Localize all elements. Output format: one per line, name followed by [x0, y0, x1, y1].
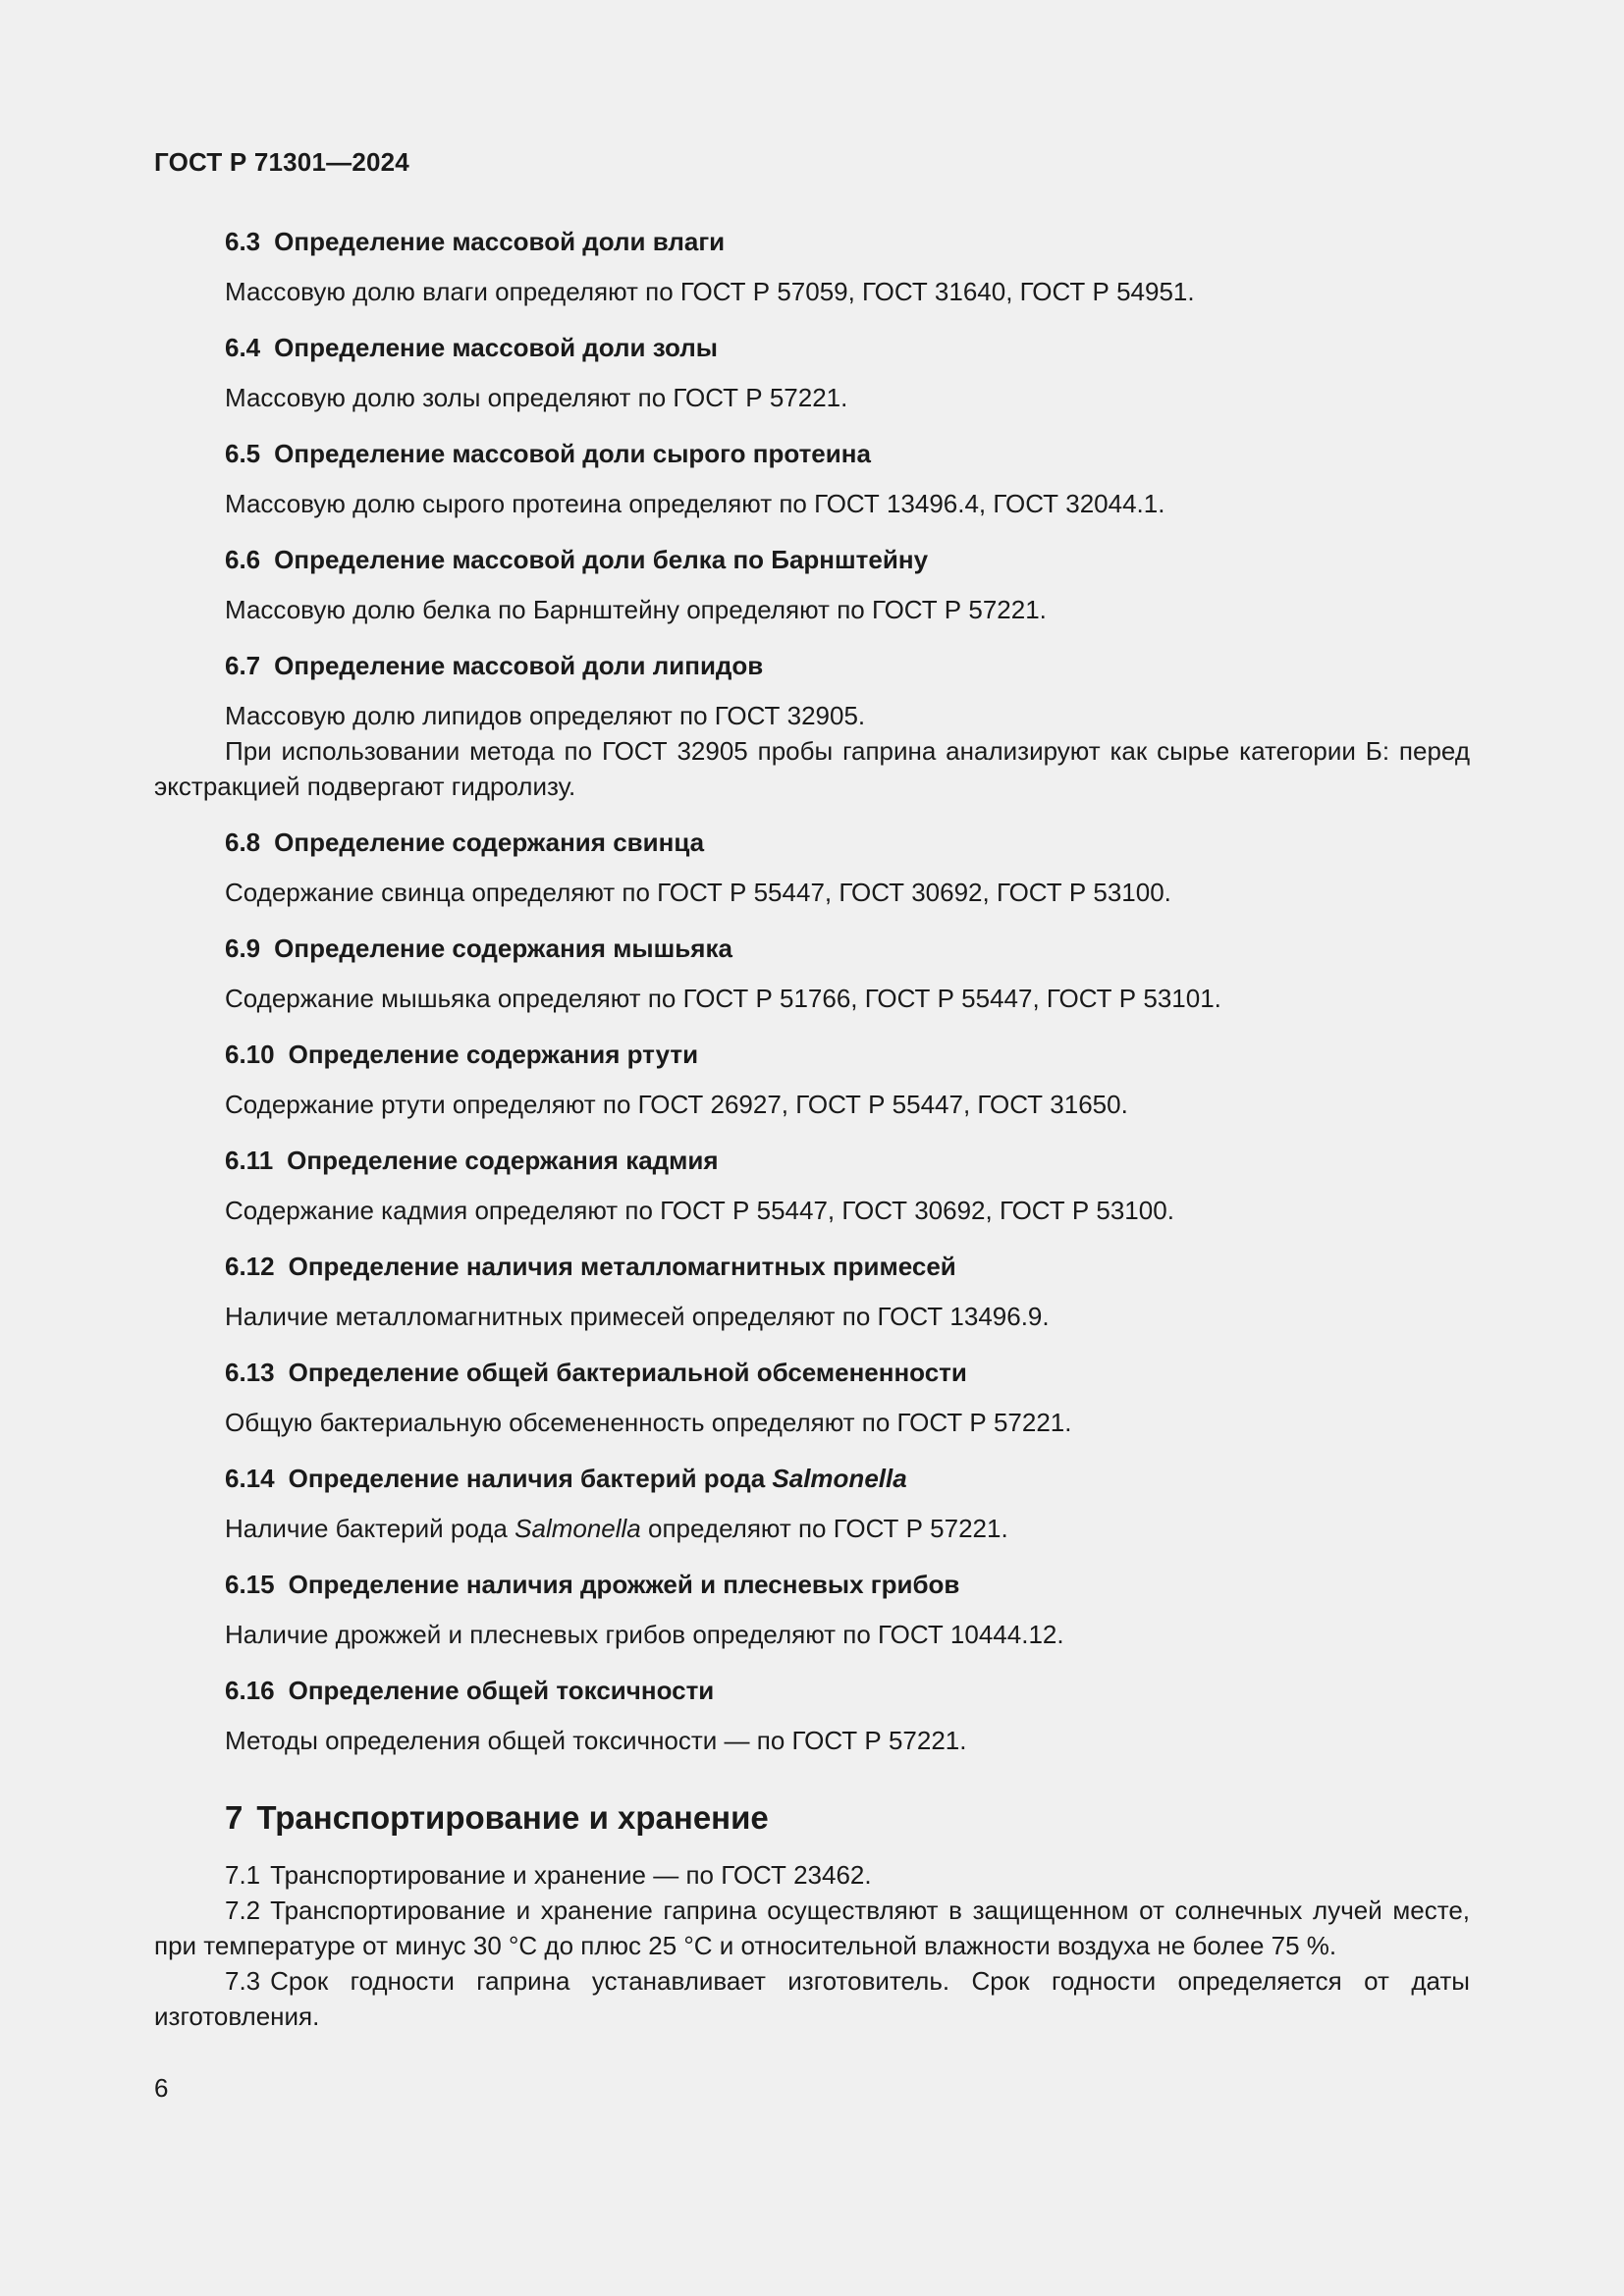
section-title: 7 Транспортирование и хранение: [225, 1799, 769, 1836]
subsection-title: 6.4 Определение массовой доли золы: [225, 333, 718, 362]
subsection-title: 6.8 Определение содержания свинца: [225, 828, 705, 857]
subsection-text: Содержание кадмия определяют по ГОСТ Р 55447, ГОСТ 30692, ГОСТ Р 53100.: [225, 1196, 1174, 1225]
document-header: ГОСТ Р 71301—2024: [154, 147, 409, 177]
document-page: [154, 0, 1470, 2296]
subsection-6-6: [154, 542, 1470, 627]
subsection-text: Содержание ртути определяют по ГОСТ 26927, ГОСТ Р 55447, ГОСТ 31650.: [225, 1090, 1128, 1119]
subsection-title: 6.13 Определение общей бактериальной обсемененности: [225, 1358, 967, 1387]
subsection-6-16: [154, 1673, 1470, 1758]
subsection-6-15: [154, 1567, 1470, 1652]
subsection-title: 6.16 Определение общей токсичности: [225, 1676, 715, 1705]
subsection-text: Содержание мышьяка определяют по ГОСТ Р 51766, ГОСТ Р 55447, ГОСТ Р 53101.: [225, 984, 1221, 1013]
subsection-text: Наличие бактерий рода Salmonella определяют по ГОСТ Р 57221.: [225, 1514, 1008, 1543]
paragraph-7-2: 7.2 Транспортирование и хранение гаприна осуществляют в защищенном от солнечных лучей месте, при температуре от минус 30 °С до плюс 25 °С и относительной влажности воздуха не более 75 %.: [154, 1896, 1470, 1960]
subsection-title: 6.5 Определение массовой доли сырого протеина: [225, 439, 871, 468]
subsection-6-3: [154, 224, 1470, 309]
section-paragraphs: [154, 1857, 1470, 2034]
subsection-6-12: [154, 1249, 1470, 1334]
subsection-6-9: [154, 931, 1470, 1016]
subsection-text: Массовую долю белка по Барнштейну определяют по ГОСТ Р 57221.: [225, 595, 1047, 624]
subsection-title: 6.15 Определение наличия дрожжей и плесневых грибов: [225, 1570, 960, 1599]
subsection-title: 6.9 Определение содержания мышьяка: [225, 934, 732, 963]
subsection-6-8: [154, 825, 1470, 910]
document-content: [154, 224, 1470, 2034]
subsection-6-13: [154, 1355, 1470, 1440]
subsection-text: Массовую долю влаги определяют по ГОСТ Р 57059, ГОСТ 31640, ГОСТ Р 54951.: [225, 277, 1195, 306]
subsection-title: 6.6 Определение массовой доли белка по Барнштейну: [225, 545, 929, 574]
paragraph-7-1: 7.1 Транспортирование и хранение — по ГОСТ 23462.: [225, 1860, 872, 1890]
subsection-6-7: [154, 648, 1470, 804]
subsection-text: Общую бактериальную обсемененность определяют по ГОСТ Р 57221.: [225, 1408, 1072, 1437]
subsection-text: Содержание свинца определяют по ГОСТ Р 55447, ГОСТ 30692, ГОСТ Р 53100.: [225, 878, 1171, 907]
subsection-text: Наличие металломагнитных примесей определяют по ГОСТ 13496.9.: [225, 1302, 1050, 1331]
subsection-title: 6.3 Определение массовой доли влаги: [225, 227, 726, 256]
subsection-text: Массовую долю сырого протеина определяют по ГОСТ 13496.4, ГОСТ 32044.1.: [225, 489, 1165, 518]
subsection-title: 6.12 Определение наличия металломагнитных примесей: [225, 1252, 956, 1281]
paragraph-7-3: 7.3 Срок годности гаприна устанавливает изготовитель. Срок годности определяется от даты изготовления.: [154, 1966, 1470, 2031]
subsection-6-10: [154, 1037, 1470, 1122]
subsection-6-5: [154, 436, 1470, 521]
subsection-text: Методы определения общей токсичности — по ГОСТ Р 57221.: [225, 1726, 967, 1755]
subsection-title: 6.14 Определение наличия бактерий рода Salmonella: [225, 1464, 907, 1493]
subsection-text: При использовании метода по ГОСТ 32905 пробы гаприна анализируют как сырье категории Б: перед экстракцией подвергают гидролизу.: [154, 736, 1470, 801]
subsection-title: 6.10 Определение содержания ртути: [225, 1040, 699, 1069]
subsection-text: Наличие дрожжей и плесневых грибов определяют по ГОСТ 10444.12.: [225, 1620, 1064, 1649]
section-7: [154, 1796, 1470, 2034]
subsection-6-4: [154, 330, 1470, 415]
subsection-6-11: [154, 1143, 1470, 1228]
subsection-title: 6.7 Определение массовой доли липидов: [225, 651, 764, 680]
page-number: 6: [154, 2073, 169, 2103]
subsection-text: Массовую долю золы определяют по ГОСТ Р 57221.: [225, 383, 848, 412]
subsection-text: Массовую долю липидов определяют по ГОСТ 32905.: [225, 701, 866, 730]
subsection-title: 6.11 Определение содержания кадмия: [225, 1146, 719, 1175]
subsection-6-14: [154, 1461, 1470, 1546]
